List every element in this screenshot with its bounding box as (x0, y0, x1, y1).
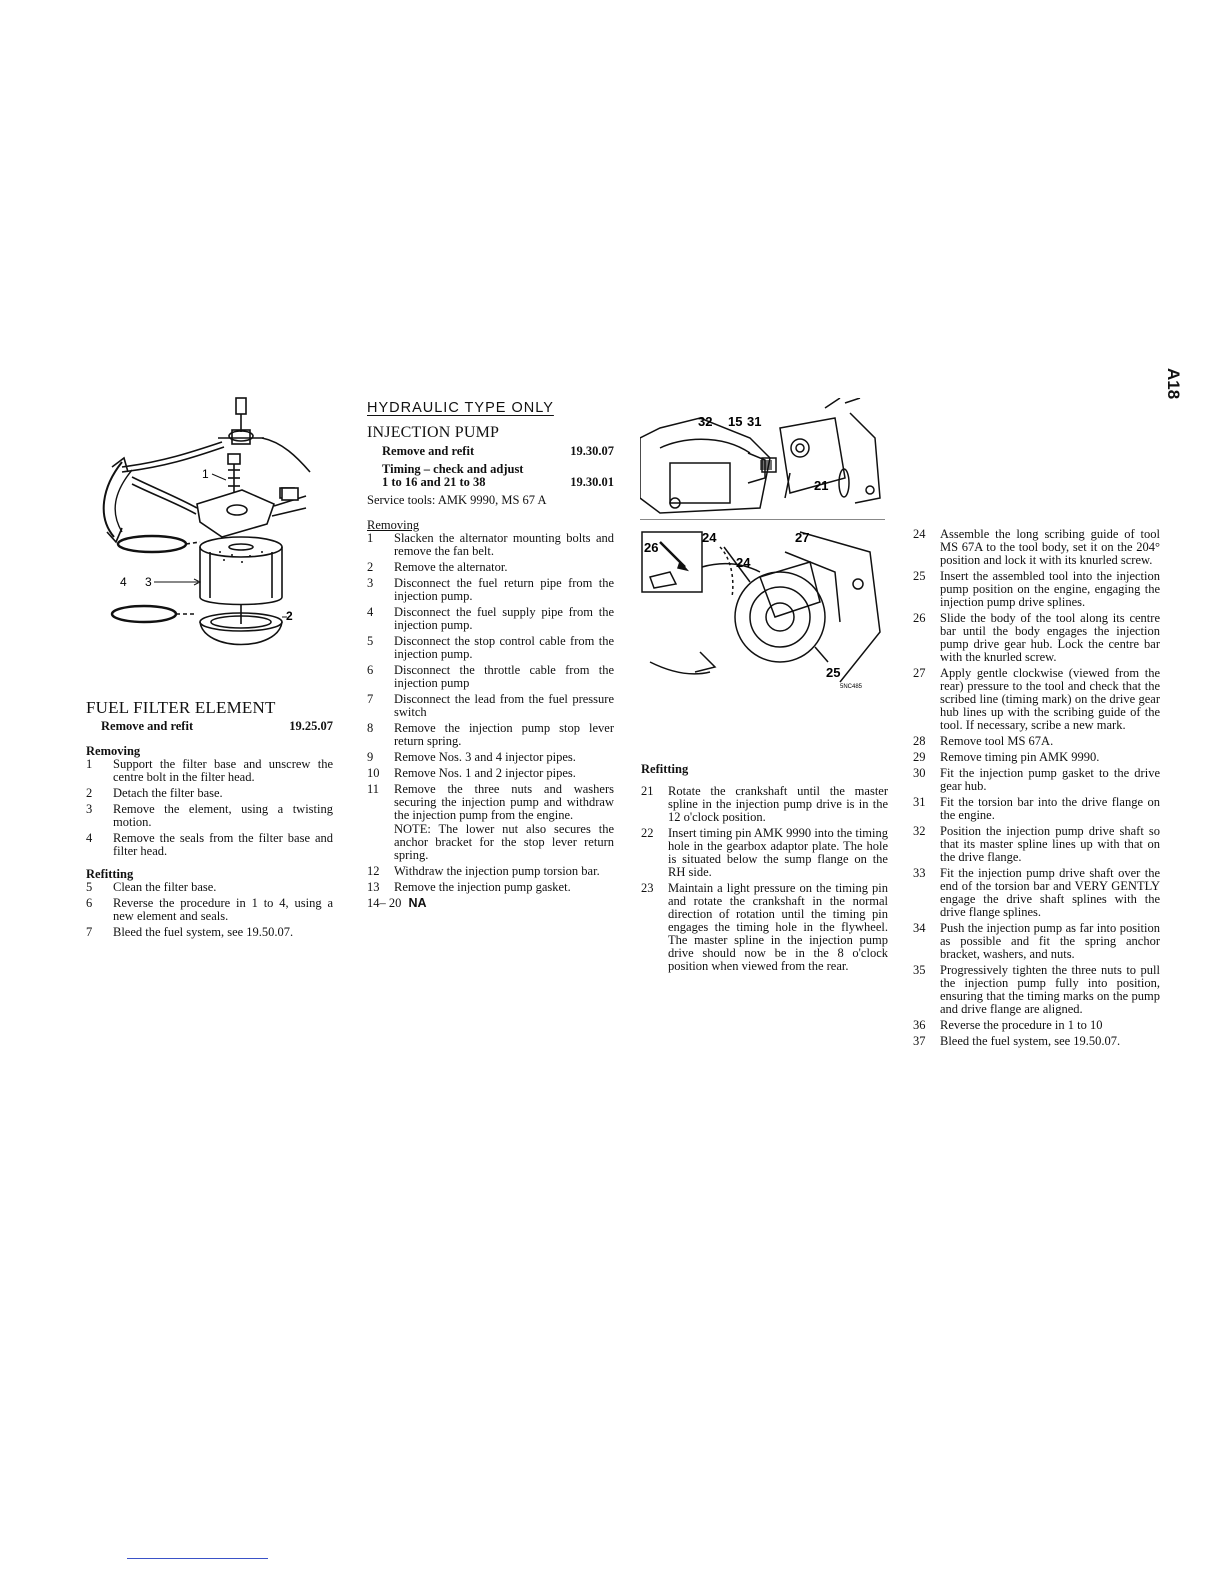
step-note (394, 823, 614, 862)
step-text-body: Remove the element, using a twisting motion. (113, 802, 333, 829)
step-number: 34 (913, 921, 926, 935)
step-text-body: Fit the injection pump gasket to the drive gear hub. (940, 766, 1160, 793)
diagram-label-31: 31 (747, 414, 762, 429)
filter-label-2: 2 (286, 609, 293, 623)
step-number: 9 (367, 750, 374, 764)
step-text-body: Maintain a light pressure on the timing pin and rotate the crankshaft in the normal direction of rotation until the timing pin engages the timing hole in the flywheel. The master spline in the injection pump drive should now be in the 8 o'clock position when viewed from the rear. (668, 881, 888, 973)
step-number: 4 (367, 605, 374, 619)
step-item (913, 1019, 1160, 1032)
step-item (913, 964, 1160, 1016)
step-text (668, 882, 888, 973)
injection-pump-section (367, 402, 614, 910)
step-text (940, 825, 1160, 864)
step-text-body: Disconnect the fuel return pipe from the injection pump. (394, 576, 614, 603)
step-item (86, 897, 333, 923)
step-item (913, 735, 1160, 748)
step-text (940, 570, 1160, 609)
operation-code: 19.25.07 (289, 719, 333, 733)
step-number: 28 (913, 734, 926, 748)
diagram-label-27: 27 (795, 530, 810, 545)
step-number: 11 (367, 782, 380, 796)
filter-label-3: 3 (145, 575, 152, 589)
timing-diagram-bottom (640, 522, 885, 692)
step-text (113, 832, 333, 858)
step-text-body: Bleed the fuel system, see 19.50.07. (113, 925, 294, 939)
refitting-heading: Refitting (641, 762, 689, 776)
step-item (367, 722, 614, 748)
section-title: INJECTION PUMP (367, 424, 500, 441)
step-text (668, 827, 888, 879)
step-text (940, 667, 1160, 732)
step-text (940, 867, 1160, 919)
operation-line (101, 720, 333, 733)
na-text: NA (408, 896, 427, 910)
step-text (394, 751, 614, 764)
step-text (940, 735, 1160, 748)
step-number: 4 (86, 831, 93, 845)
step-text-body: Remove Nos. 1 and 2 injector pipes. (394, 766, 576, 780)
removing-steps (86, 758, 333, 858)
step-number: 7 (86, 925, 93, 939)
step-item (367, 606, 614, 632)
step-text (394, 635, 614, 661)
step-text-body: Reverse the procedure in 1 to 4, using a new element and seals. (113, 896, 333, 923)
step-text-body: Remove timing pin AMK 9990. (940, 750, 1100, 764)
note-label: NOTE: (394, 822, 431, 836)
step-item (86, 803, 333, 829)
step-text (394, 783, 614, 862)
step-item (86, 758, 333, 784)
step-number: 2 (86, 786, 93, 800)
step-text-body: Apply gentle clockwise (viewed from the rear) pressure to the tool and check that the scribed line (timing mark) on the drive gear hub lines up with the scribing guide of the tool. If necessary, scribe a new mark. (940, 666, 1160, 732)
timing-refitting-section (641, 763, 888, 976)
step-text-body: Slacken the alternator mounting bolts and remove the fan belt. (394, 531, 614, 558)
step-text (394, 865, 614, 878)
operation-code: 19.30.07 (570, 444, 614, 458)
step-number: 6 (367, 663, 374, 677)
step-item (913, 667, 1160, 732)
fuel-filter-section (86, 698, 333, 942)
step-text (940, 1019, 1160, 1032)
step-number: 27 (913, 666, 926, 680)
removing-heading: Removing (86, 744, 141, 758)
note-text: The lower nut also secures the anchor bracket for the stop lever return spring. (394, 822, 614, 862)
step-number: 1 (86, 757, 93, 771)
step-item (641, 785, 888, 824)
step-number: 3 (367, 576, 374, 590)
step-text-body: Progressively tighten the three nuts to pull the injection pump fully into position, ensuring that the timing marks on the pump and drive flange are aligned. (940, 963, 1160, 1016)
step-item (913, 751, 1160, 764)
step-item (913, 528, 1160, 567)
operation-label: Remove and refit (101, 719, 194, 733)
step-item (86, 926, 333, 939)
operation-label: Remove and refit (382, 444, 475, 458)
step-item (913, 922, 1160, 961)
fuel-filter-diagram (92, 392, 322, 662)
step-number: 25 (913, 569, 926, 583)
step-number: 31 (913, 795, 926, 809)
step-text-body: Withdraw the injection pump torsion bar. (394, 864, 600, 878)
step-text-body: Remove tool MS 67A. (940, 734, 1054, 748)
hydraulic-banner: HYDRAULIC TYPE ONLY (367, 400, 554, 416)
step-number: 24 (913, 527, 926, 541)
step-item (913, 825, 1160, 864)
step-text-body: Fit the injection pump drive shaft over the end of the torsion bar and VERY GENTLY engage the drive shaft splines with the drive flange splines. (940, 866, 1160, 919)
step-item (913, 767, 1160, 793)
step-text-body: Assemble the long scribing guide of tool MS 67A to the tool body, set it on the 204° position and lock it with its knurled screw. (940, 527, 1160, 567)
refitting-steps (86, 881, 333, 939)
not-applicable-line (367, 897, 614, 910)
step-text (668, 785, 888, 824)
step-text (394, 577, 614, 603)
step-text (940, 796, 1160, 822)
step-item (367, 664, 614, 690)
diagram-label-25: 25 (826, 665, 841, 680)
operation-line-2 (382, 463, 614, 489)
step-text (394, 693, 614, 719)
na-range: 14– 20 (367, 896, 402, 910)
section-title: FUEL FILTER ELEMENT (86, 698, 276, 717)
step-number: 32 (913, 824, 926, 838)
step-number: 33 (913, 866, 926, 880)
step-number: 8 (367, 721, 374, 735)
step-item (367, 865, 614, 878)
step-item (641, 882, 888, 973)
filter-label-4: 4 (120, 575, 127, 589)
step-number: 5 (86, 880, 93, 894)
step-item (367, 751, 614, 764)
step-item (367, 783, 614, 862)
diagram-label-26: 26 (644, 540, 659, 555)
step-number: 6 (86, 896, 93, 910)
step-number: 35 (913, 963, 926, 977)
step-item (367, 693, 614, 719)
step-number: 37 (913, 1034, 926, 1048)
step-text (940, 922, 1160, 961)
step-text-body: Remove the injection pump stop lever return spring. (394, 721, 614, 748)
diagram-label-24: 24 (736, 555, 751, 570)
service-tools: Service tools: AMK 9990, MS 67 A (367, 493, 547, 507)
step-text-body: Remove the three nuts and washers securing the injection pump and withdraw the injection pump from the engine. (394, 782, 614, 822)
step-item (86, 787, 333, 800)
operation-label-line1: Timing – check and adjust (382, 462, 524, 476)
step-number: 23 (641, 881, 654, 895)
step-text-body: Disconnect the stop control cable from the injection pump. (394, 634, 614, 661)
step-text (940, 612, 1160, 664)
refitting-heading: Refitting (86, 867, 134, 881)
step-item (913, 1035, 1160, 1048)
step-number: 30 (913, 766, 926, 780)
page-code: A18 (1164, 368, 1183, 400)
operation-code: 19.30.01 (570, 475, 614, 489)
step-item (913, 570, 1160, 609)
step-text (113, 787, 333, 800)
step-text (940, 528, 1160, 567)
timing-steps (913, 528, 1160, 1048)
step-number: 7 (367, 692, 374, 706)
diagram-label-21: 21 (814, 478, 829, 493)
diagram-label-32: 32 (698, 414, 713, 429)
step-item (367, 561, 614, 574)
removing-steps (367, 532, 614, 894)
step-text (113, 803, 333, 829)
step-text-body: Insert the assembled tool into the injection pump position on the engine, engaging the injection pump drive splines. (940, 569, 1160, 609)
diagram-label-24-top: 24 (702, 530, 717, 545)
step-text (113, 897, 333, 923)
step-text-body: Insert timing pin AMK 9990 into the timing hole in the gearbox adaptor plate. The hole is situated below the sump flange on the RH side. (668, 826, 888, 879)
step-item (913, 612, 1160, 664)
step-text (113, 758, 333, 784)
step-number: 12 (367, 864, 380, 878)
step-number: 22 (641, 826, 654, 840)
step-text (394, 606, 614, 632)
step-text-body: Position the injection pump drive shaft so that its master spline lines up with that on the drive flange. (940, 824, 1160, 864)
step-text (113, 926, 333, 939)
step-text (394, 767, 614, 780)
step-text-body: Fit the torsion bar into the drive flange on the engine. (940, 795, 1160, 822)
step-item (86, 832, 333, 858)
step-text-body: Remove the injection pump gasket. (394, 880, 571, 894)
step-text (940, 1035, 1160, 1048)
step-text (113, 881, 333, 894)
step-text (940, 751, 1160, 764)
step-item (367, 532, 614, 558)
step-text (394, 532, 614, 558)
operation-line-1 (382, 445, 614, 458)
step-text (394, 561, 614, 574)
step-number: 3 (86, 802, 93, 816)
step-item (367, 881, 614, 894)
step-item (913, 796, 1160, 822)
step-text-body: Bleed the fuel system, see 19.50.07. (940, 1034, 1121, 1048)
diagram-label-15: 15 (728, 414, 743, 429)
step-text-body: Disconnect the fuel supply pipe from the injection pump. (394, 605, 614, 632)
timing-diagram-top (640, 398, 885, 520)
step-text-body: Reverse the procedure in 1 to 10 (940, 1018, 1103, 1032)
step-number: 29 (913, 750, 926, 764)
step-text-body: Slide the body of the tool along its centre bar until the body engages the injection pump drive gear hub. Lock the centre bar with the knurled screw. (940, 611, 1160, 664)
step-text-body: Detach the filter base. (113, 786, 223, 800)
step-text (940, 767, 1160, 793)
timing-continued-section (913, 528, 1160, 1051)
footer-line (127, 1558, 268, 1559)
refitting-steps (641, 785, 888, 973)
step-number: 13 (367, 880, 380, 894)
step-number: 26 (913, 611, 926, 625)
step-number: 21 (641, 784, 654, 798)
step-text (394, 881, 614, 894)
step-text-body: Disconnect the throttle cable from the injection pump (394, 663, 614, 690)
step-number: 5 (367, 634, 374, 648)
step-number: 36 (913, 1018, 926, 1032)
step-text-body: Support the filter base and unscrew the centre bolt in the filter head. (113, 757, 333, 784)
step-item (641, 827, 888, 879)
step-item (86, 881, 333, 894)
filter-label-1: 1 (202, 467, 209, 481)
step-number: 2 (367, 560, 374, 574)
operation-label-line2: 1 to 16 and 21 to 38 (382, 475, 486, 489)
step-text (940, 964, 1160, 1016)
step-text-body: Disconnect the lead from the fuel pressure switch (394, 692, 614, 719)
step-text-body: Remove Nos. 3 and 4 injector pipes. (394, 750, 576, 764)
step-text-body: Clean the filter base. (113, 880, 217, 894)
step-text-body: Push the injection pump as far into position as possible and fit the spring anchor bracket, washers, and nuts. (940, 921, 1160, 961)
step-text (394, 722, 614, 748)
step-text-body: Remove the seals from the filter base and filter head. (113, 831, 333, 858)
step-number: 10 (367, 766, 380, 780)
step-item (367, 767, 614, 780)
diagram-ref: 5NC485 (840, 684, 863, 690)
step-item (913, 867, 1160, 919)
step-item (367, 577, 614, 603)
step-text (394, 664, 614, 690)
removing-heading: Removing (367, 518, 420, 532)
step-text-body: Remove the alternator. (394, 560, 508, 574)
step-item (367, 635, 614, 661)
step-text-body: Rotate the crankshaft until the master spline in the injection pump drive is in the 12 o'clock position. (668, 784, 888, 824)
step-number: 1 (367, 531, 374, 545)
